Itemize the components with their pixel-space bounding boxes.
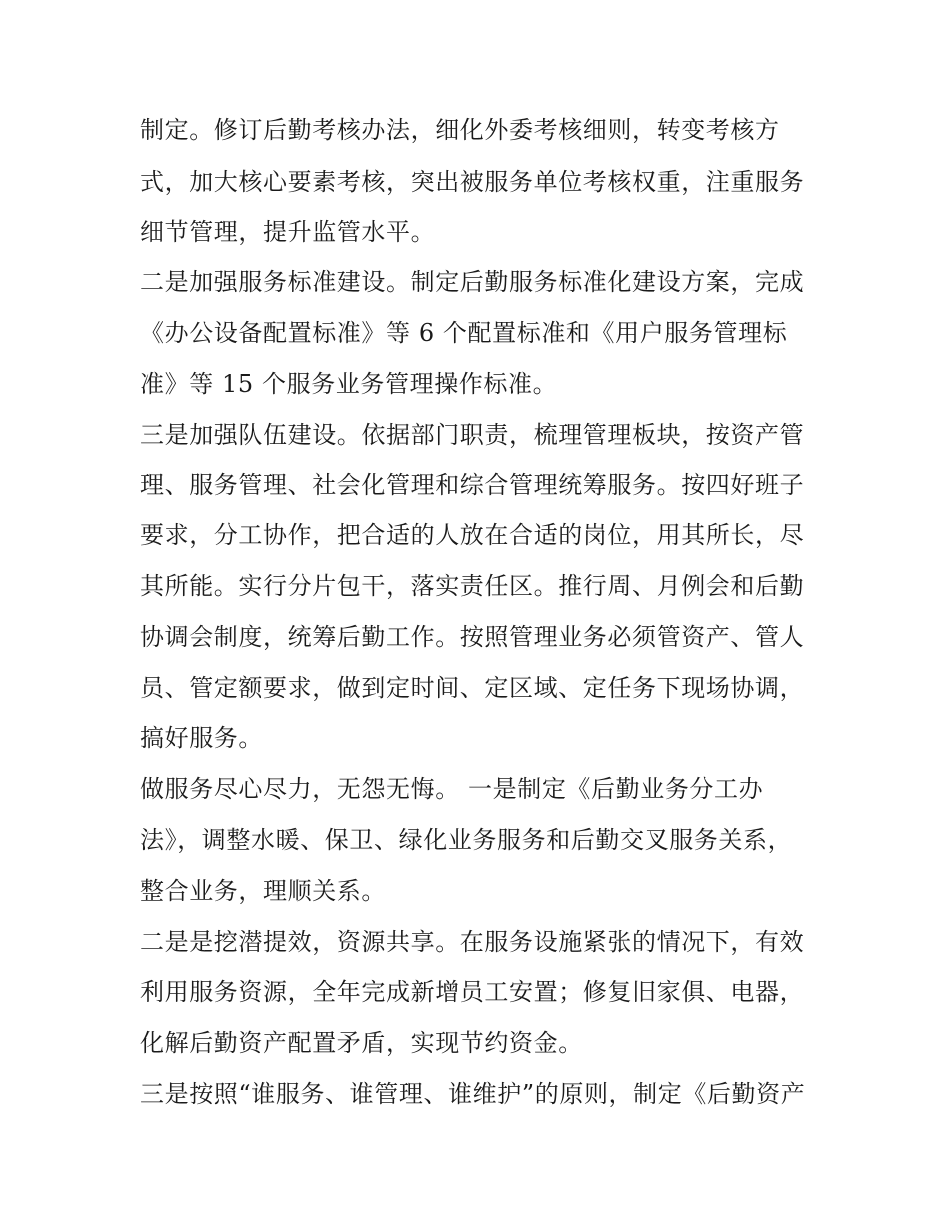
text-line: 员、管定额要求，做到定时间、定区域、定任务下现场协调，: [140, 674, 805, 702]
text-line: 二是是挖潜提效，资源共享。在服务设施紧张的情况下，有效: [140, 928, 805, 956]
text-line: 协调会制度，统筹后勤工作。按照管理业务必须管资产、管人: [140, 623, 805, 651]
text-line: 三是加强队伍建设。依据部门职责，梳理管理板块，按资产管: [140, 421, 805, 449]
text-line: 利用服务资源，全年完成新增员工安置；修复旧家俱、电器，: [140, 978, 805, 1006]
text-line: 准》等 15 个服务业务管理操作标准。: [140, 370, 558, 398]
text-line: 细节管理，提升监管水平。: [140, 218, 436, 246]
text-line: 制定。修订后勤考核办法，细化外委考核细则，转变考核方: [140, 116, 780, 144]
text-line: 搞好服务。: [140, 724, 263, 752]
text-line: 二是加强服务标准建设。制定后勤服务标准化建设方案，完成: [140, 268, 805, 296]
text-line: 要求，分工协作，把合适的人放在合适的岗位，用其所长，尽: [140, 521, 805, 549]
text-line: 做服务尽心尽力，无怨无悔。 一是制定《后勤业务分工办: [140, 775, 764, 803]
text-line: 化解后勤资产配置矛盾，实现节约资金。: [140, 1029, 583, 1057]
text-line: 理、服务管理、社会化管理和综合管理统筹服务。按四好班子: [140, 471, 805, 499]
text-line: 三是按照“谁服务、谁管理、谁维护”的原则，制定《后勤资产: [140, 1080, 806, 1108]
text-line: 法》，调整水暖、保卫、绿化业务服务和后勤交叉服务关系，: [140, 826, 793, 854]
text-line: 其所能。实行分片包干，落实责任区。推行周、月例会和后勤: [140, 572, 805, 600]
text-line: 式，加大核心要素考核，突出被服务单位考核权重，注重服务: [140, 168, 805, 196]
text-line: 整合业务，理顺关系。: [140, 877, 386, 905]
text-line: 《办公设备配置标准》等 6 个配置标准和《用户服务管理标: [140, 319, 788, 347]
